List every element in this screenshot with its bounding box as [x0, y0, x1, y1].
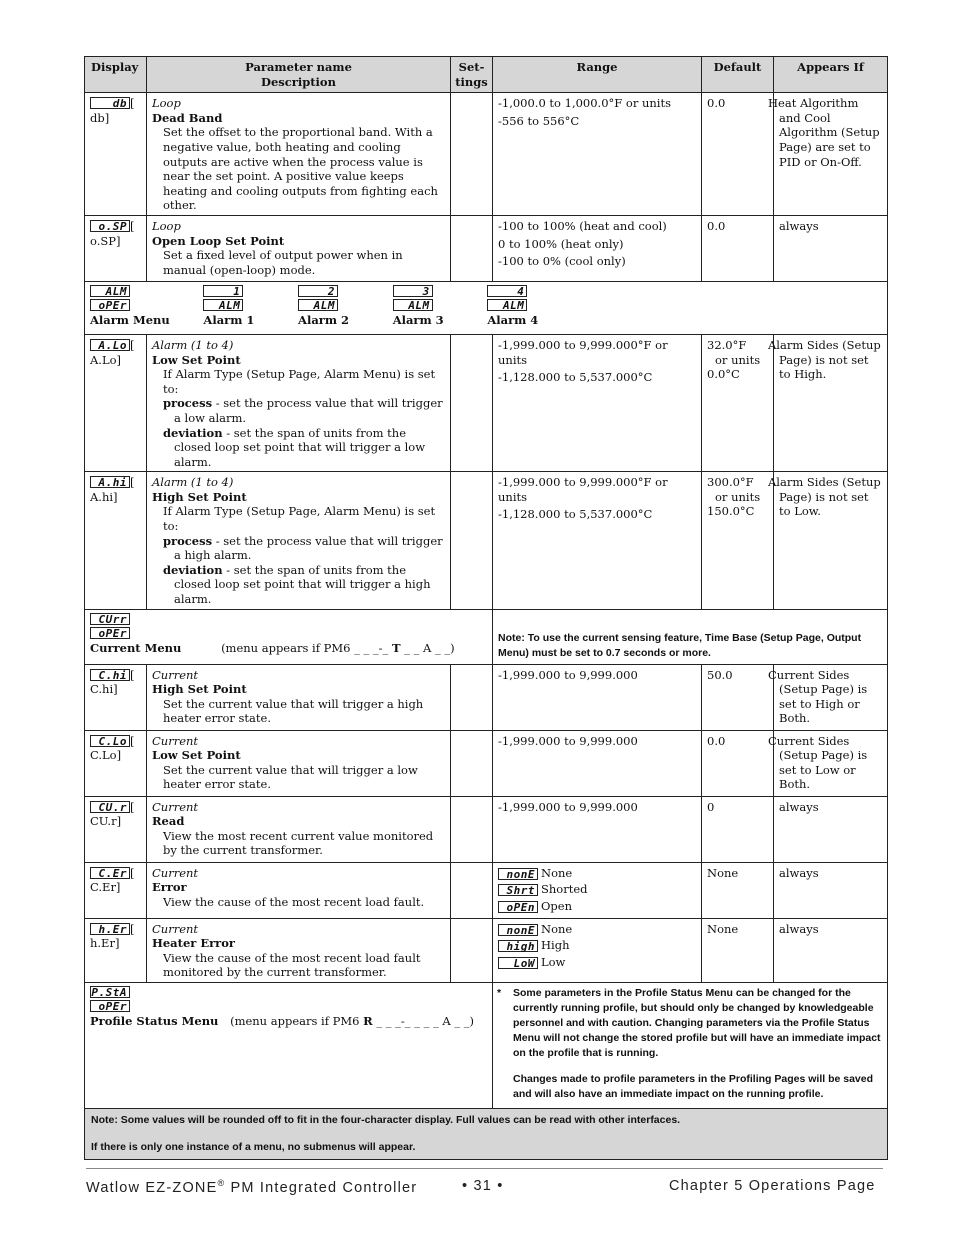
bottom-notes-cell	[85, 1109, 888, 1160]
parameter-group: Current	[152, 799, 199, 814]
default-cell	[702, 472, 774, 609]
parameter-description: If Alarm Type (Setup Page, Alarm Menu) is set to:	[163, 504, 436, 534]
profile-status-menu-condition: (menu appears if PM6 R _ _ _-_ _ _ _ A _ _)	[230, 1014, 475, 1028]
parameter-group: Loop	[152, 96, 181, 111]
parameter-cell	[147, 664, 451, 730]
profile-status-menu-row	[85, 983, 888, 1109]
range-line: -1,999.000 to 9,999.000°F or units	[498, 475, 668, 504]
profile-note-2: Changes made to profile parameters in the Profiling Pages will be saved and will also have an immediate impact on the running profile.	[513, 1073, 874, 1100]
header-range: Range	[493, 57, 702, 93]
footer-chapter: Chapter 5 Operations Page	[669, 1178, 876, 1194]
display-cell	[85, 93, 147, 216]
parameter-cell	[147, 93, 451, 216]
range-option: Shrt Shorted	[498, 882, 696, 897]
range-line: -1,128.000 to 5,537.000°C	[498, 507, 653, 522]
option-process: process - set the process value that will trigger a low alarm.	[163, 396, 443, 425]
lcd-display: 3	[393, 285, 433, 297]
alarm-instance-label: Alarm 2	[298, 312, 350, 327]
parameter-description: Set the current value that will trigger a high heater error state.	[163, 696, 424, 726]
range-option: high High	[498, 938, 696, 953]
table-row	[85, 334, 888, 471]
parameter-name: High Set Point	[152, 489, 247, 504]
alarm-instance	[393, 285, 444, 328]
display-code: [ C.Er]	[90, 865, 135, 895]
bottom-note-1: Note: Some values will be rounded off to fit in the four-character display. Full values can be read with other interfaces.	[91, 1114, 681, 1126]
appears-if-cell: Current Sides (Setup Page) is set to Low or Both.	[774, 730, 888, 796]
settings-cell	[451, 918, 493, 982]
range-option: LoW Low	[498, 955, 696, 970]
parameter-group: Alarm (1 to 4)	[152, 475, 234, 490]
display-code: [ C.Lo]	[90, 733, 135, 763]
table-row	[85, 796, 888, 862]
parameter-name: Low Set Point	[152, 352, 241, 367]
settings-cell	[451, 215, 493, 281]
parameter-description: Set the offset to the proportional band. With a negative value, both heating and cooling outputs are active when the process value is near the set point. A positive value keeps heating and cooling outputs from fighting each other.	[163, 125, 438, 213]
parameter-group: Current	[152, 921, 199, 936]
lcd-display: CUrr	[90, 613, 130, 625]
lcd-display: C.Lo	[90, 735, 130, 747]
alarm-menu-cell	[85, 281, 888, 334]
table-row	[85, 664, 888, 730]
lcd-display: C.hi	[90, 669, 130, 681]
alarm-instance	[203, 285, 254, 328]
settings-cell	[451, 796, 493, 862]
range-cell	[493, 472, 702, 609]
alarm-menu-row	[85, 281, 888, 334]
alarm-instance	[298, 285, 349, 328]
parameter-name: Low Set Point	[152, 748, 241, 763]
lcd-display: o.SP	[90, 220, 130, 232]
profile-status-note	[493, 983, 888, 1109]
lcd-display: LoW	[498, 957, 538, 969]
table-row	[85, 93, 888, 216]
default-cell: 0.0	[702, 730, 774, 796]
parameter-group: Current	[152, 733, 199, 748]
parameter-name: Open Loop Set Point	[152, 233, 285, 248]
display-cell	[85, 862, 147, 918]
lcd-display: A.hi	[90, 476, 130, 488]
default-line: 300.0°F	[707, 475, 754, 490]
parameter-description: Set a fixed level of output power when in manual (open-loop) mode.	[163, 248, 403, 277]
range-line: -1,000.0 to 1,000.0°F or units	[498, 96, 672, 111]
range-option: nonE None	[498, 922, 696, 937]
table-row	[85, 730, 888, 796]
range-option: oPEn Open	[498, 899, 696, 914]
lcd-display: high	[498, 940, 538, 952]
parameter-cell	[147, 918, 451, 982]
range-line: -556 to 556°C	[498, 113, 580, 128]
footer-page-number: • 31 •	[462, 1178, 504, 1194]
header-display: Display	[85, 57, 147, 93]
lcd-display: Shrt	[498, 884, 538, 896]
default-line: 0.0°C	[707, 367, 740, 382]
footer-product: Watlow EZ-ZONE® PM Integrated Controller	[86, 1178, 418, 1196]
range-cell	[493, 215, 702, 281]
lcd-display: A.Lo	[90, 339, 130, 351]
profile-note-1: Some parameters in the Profile Status Menu can be changed for the currently running profile, but should only be changed by knowledgeable personnel and with caution. Changing parameters via the Profile Status Menu will not change the stored profile but will have an immediate impact on the profile that is running.	[513, 987, 881, 1059]
table-row	[85, 215, 888, 281]
bottom-note-2: If there is only one instance of a menu, no submenus will appear.	[91, 1141, 416, 1153]
option-deviation: deviation - set the span of units from the closed loop set point that will trigger a high alarm.	[163, 562, 431, 607]
range-cell: -1,999.000 to 9,999.000	[493, 730, 702, 796]
range-cell	[493, 862, 702, 918]
display-code: [ db]	[90, 96, 135, 125]
header-settings: Set- tings	[451, 57, 493, 93]
settings-cell	[451, 862, 493, 918]
appears-if-cell: always	[774, 862, 888, 918]
default-cell: 50.0	[702, 664, 774, 730]
appears-if-cell: always	[774, 796, 888, 862]
range-cell: -1,999.000 to 9,999.000	[493, 796, 702, 862]
parameter-cell	[147, 334, 451, 471]
parameter-name: Error	[152, 880, 187, 895]
appears-if-cell: always	[774, 215, 888, 281]
parameter-group: Loop	[152, 218, 181, 233]
settings-cell	[451, 334, 493, 471]
current-menu-condition: (menu appears if PM6 _ _ _-_ T _ _ A _ _)	[221, 640, 455, 655]
parameter-description: Set the current value that will trigger a low heater error state.	[163, 762, 418, 792]
display-cell	[85, 918, 147, 982]
header-parameter: Parameter name Description	[147, 57, 451, 93]
alarm-menu-title: Alarm Menu	[90, 312, 170, 327]
lcd-display: h.Er	[90, 923, 130, 935]
parameter-group: Current	[152, 865, 199, 880]
default-line: 150.0°C	[707, 504, 755, 519]
settings-cell	[451, 472, 493, 609]
header-appears-if: Appears If	[774, 57, 888, 93]
bottom-notes-row	[85, 1109, 888, 1160]
table-header-row	[85, 57, 888, 93]
alarm-instance	[487, 285, 538, 328]
alarm-menu-header	[90, 285, 170, 328]
lcd-display: ALM	[298, 299, 338, 311]
appears-if-cell: Alarm Sides (Setup Page) is not set to Low.	[774, 472, 888, 609]
lcd-display: CU.r	[90, 801, 130, 813]
header-default: Default	[702, 57, 774, 93]
range-line: 0 to 100% (heat only)	[498, 236, 624, 251]
lcd-display: oPEr	[90, 627, 130, 639]
display-cell	[85, 472, 147, 609]
default-line: 32.0°F	[707, 337, 747, 352]
lcd-display: ALM	[203, 299, 243, 311]
display-code: [ A.Lo]	[90, 337, 135, 367]
appears-if-cell: Alarm Sides (Setup Page) is not set to High.	[774, 334, 888, 471]
display-cell	[85, 215, 147, 281]
current-menu-row	[85, 609, 888, 664]
current-menu-title: Current Menu	[90, 640, 182, 655]
lcd-display: oPEr	[90, 299, 130, 311]
range-line: -1,128.000 to 5,537.000°C	[498, 370, 653, 385]
current-menu-cell	[85, 609, 493, 664]
appears-if-cell: always	[774, 918, 888, 982]
parameter-cell	[147, 215, 451, 281]
operations-parameter-table	[84, 56, 888, 1160]
table-row	[85, 862, 888, 918]
parameter-name: High Set Point	[152, 682, 247, 697]
alarm-instance-label: Alarm 4	[487, 312, 539, 327]
lcd-display: ALM	[487, 299, 527, 311]
note-asterisk: *	[497, 987, 502, 999]
lcd-display: oPEn	[498, 901, 538, 913]
parameter-description: View the most recent current value monitored by the current transformer.	[163, 828, 434, 858]
display-cell	[85, 730, 147, 796]
range-cell	[493, 93, 702, 216]
parameter-description: View the cause of the most recent load fault.	[163, 894, 425, 909]
lcd-display: nonE	[498, 868, 538, 880]
appears-if-cell: Current Sides (Setup Page) is set to High or Both.	[774, 664, 888, 730]
page-footer	[86, 1168, 883, 1196]
range-option: nonE None	[498, 866, 696, 881]
range-line: -100 to 100% (heat and cool)	[498, 218, 667, 233]
display-cell	[85, 664, 147, 730]
option-process: process - set the process value that will trigger a high alarm.	[163, 533, 443, 563]
profile-status-menu-cell	[85, 983, 493, 1109]
lcd-display: ALM	[393, 299, 433, 311]
default-cell: 0	[702, 796, 774, 862]
current-menu-note: Note: To use the current sensing feature, Time Base (Setup Page, Output Menu) must be set to 0.7 seconds or more.	[493, 609, 888, 664]
alarm-instance-label: Alarm 1	[203, 312, 255, 327]
parameter-name: Heater Error	[152, 936, 235, 951]
lcd-display: P.StA	[90, 986, 130, 998]
lcd-display: 2	[298, 285, 338, 297]
display-cell	[85, 796, 147, 862]
profile-status-menu-title: Profile Status Menu	[90, 1014, 219, 1028]
parameter-cell	[147, 730, 451, 796]
lcd-display: nonE	[498, 924, 538, 936]
parameter-table-page	[84, 56, 887, 1160]
alarm-instance-label: Alarm 3	[392, 312, 444, 327]
parameter-cell	[147, 472, 451, 609]
table-row	[85, 472, 888, 609]
lcd-display: C.Er	[90, 867, 130, 879]
option-deviation: deviation - set the span of units from the closed loop set point that will trigger a low alarm.	[163, 425, 426, 469]
default-cell: 0.0	[702, 215, 774, 281]
lcd-display: ALM	[90, 285, 130, 297]
parameter-cell	[147, 796, 451, 862]
parameter-group: Current	[152, 667, 199, 682]
display-code: [ A.hi]	[90, 475, 135, 504]
range-cell: -1,999.000 to 9,999.000	[493, 664, 702, 730]
parameter-cell	[147, 862, 451, 918]
default-line: or units	[715, 489, 761, 504]
appears-if-cell: Heat Algorithm and Cool Algorithm (Setup Page) are set to PID or On-Off.	[774, 93, 888, 216]
lcd-display: db	[90, 97, 130, 109]
lcd-display: 1	[203, 285, 243, 297]
parameter-group: Alarm (1 to 4)	[152, 337, 234, 352]
default-line: or units	[715, 352, 761, 367]
range-cell	[493, 918, 702, 982]
display-code: [ C.hi]	[90, 667, 135, 697]
settings-cell	[451, 730, 493, 796]
parameter-name: Read	[152, 814, 185, 829]
settings-cell	[451, 93, 493, 216]
display-cell	[85, 334, 147, 471]
range-line: -100 to 0% (cool only)	[498, 254, 626, 269]
default-cell	[702, 334, 774, 471]
default-cell: 0.0	[702, 93, 774, 216]
table-row	[85, 918, 888, 982]
parameter-name: Dead Band	[152, 110, 223, 125]
parameter-description: If Alarm Type (Setup Page, Alarm Menu) is set to:	[163, 367, 436, 396]
parameter-description: View the cause of the most recent load fault monitored by the current transformer.	[163, 950, 421, 980]
lcd-display: 4	[487, 285, 527, 297]
default-cell: None	[702, 918, 774, 982]
display-code: [ o.SP]	[90, 218, 135, 248]
default-cell: None	[702, 862, 774, 918]
range-cell	[493, 334, 702, 471]
range-line: -1,999.000 to 9,999.000°F or units	[498, 337, 668, 367]
display-code: [ h.Er]	[90, 921, 135, 951]
lcd-display: oPEr	[90, 1000, 130, 1012]
settings-cell	[451, 664, 493, 730]
display-code: [ CU.r]	[90, 799, 135, 829]
